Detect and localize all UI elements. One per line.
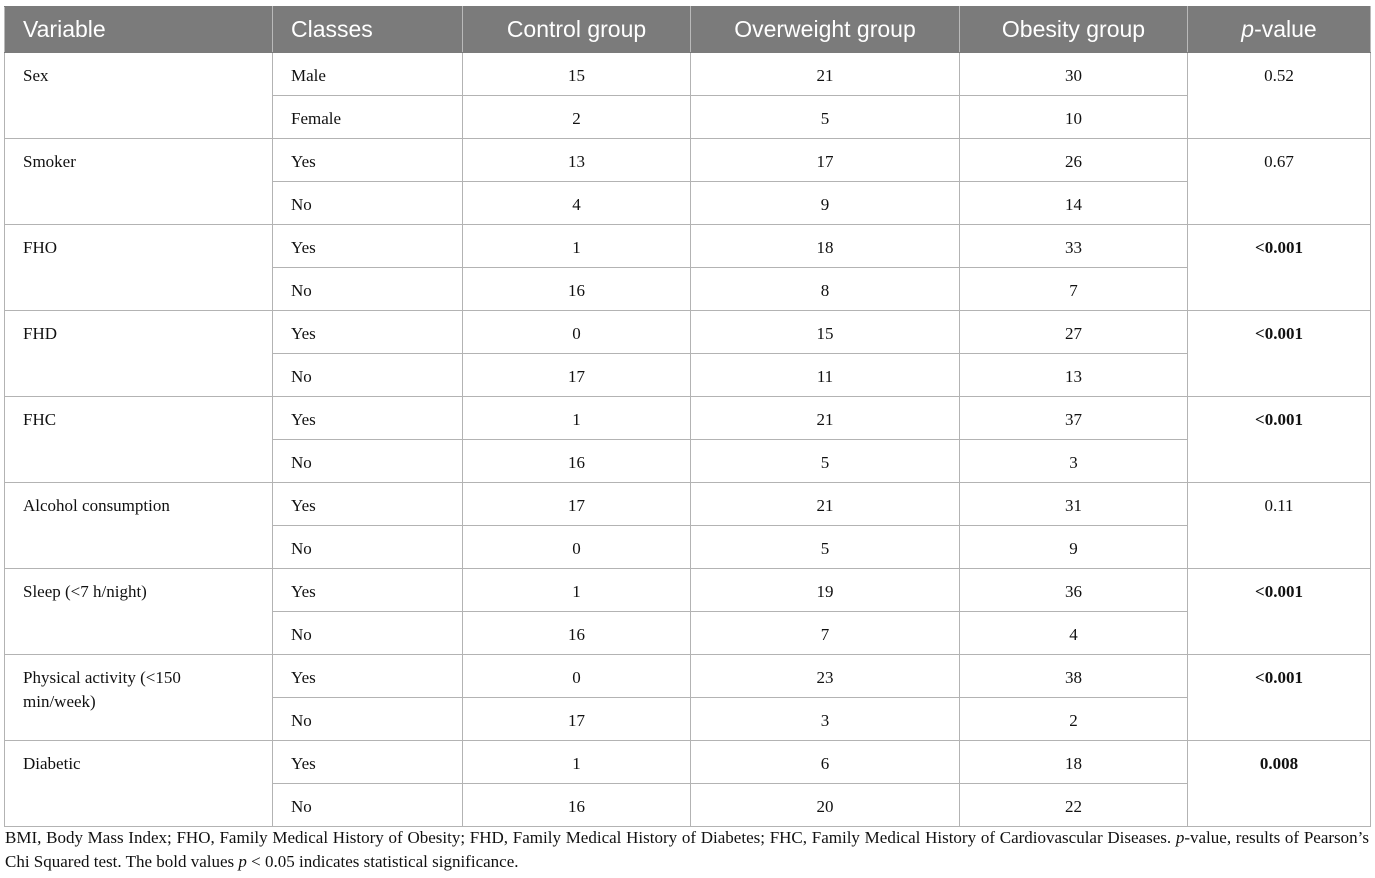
control-group-cell: 17 xyxy=(463,354,691,397)
obesity-group-cell: 2 xyxy=(960,698,1188,741)
overweight-group-cell: 5 xyxy=(691,440,960,483)
class-cell: No xyxy=(273,268,463,311)
table-row xyxy=(5,225,1371,268)
control-group-cell: 0 xyxy=(463,311,691,354)
footnote-abbreviations: BMI, Body Mass Index; FHO, Family Medical History of Obesity; FHD, Family Medical History of Diabetes; FHC, Family Medical History of Cardiovascular Diseases. xyxy=(5,828,1176,847)
control-group-cell: 15 xyxy=(463,53,691,96)
obesity-group-cell: 9 xyxy=(960,526,1188,569)
obesity-group-cell: 33 xyxy=(960,225,1188,268)
variable-cell: Smoker xyxy=(5,139,273,225)
variable-cell: Sex xyxy=(5,53,273,139)
header-overweight-group: Overweight group xyxy=(691,7,960,53)
table-row xyxy=(5,655,1371,698)
variable-cell: FHO xyxy=(5,225,273,311)
obesity-group-cell: 3 xyxy=(960,440,1188,483)
overweight-group-cell: 18 xyxy=(691,225,960,268)
table-header xyxy=(5,7,1371,53)
obesity-group-cell: 37 xyxy=(960,397,1188,440)
control-group-cell: 17 xyxy=(463,483,691,526)
obesity-group-cell: 26 xyxy=(960,139,1188,182)
variable-cell: Alcohol consumption xyxy=(5,483,273,569)
obesity-group-cell: 31 xyxy=(960,483,1188,526)
header-p-rest: -value xyxy=(1254,16,1317,42)
header-p-italic: p xyxy=(1241,16,1255,42)
overweight-group-cell: 5 xyxy=(691,96,960,139)
class-cell: No xyxy=(273,354,463,397)
table-row xyxy=(5,483,1371,526)
overweight-group-cell: 15 xyxy=(691,311,960,354)
variable-cell: FHD xyxy=(5,311,273,397)
class-cell: No xyxy=(273,612,463,655)
obesity-group-cell: 14 xyxy=(960,182,1188,225)
obesity-group-cell: 36 xyxy=(960,569,1188,612)
p-value-cell: <0.001 xyxy=(1188,225,1371,311)
header-p-value xyxy=(1188,7,1371,53)
p-value-cell: <0.001 xyxy=(1188,311,1371,397)
class-cell: Yes xyxy=(273,655,463,698)
table-row xyxy=(5,53,1371,96)
control-group-cell: 16 xyxy=(463,440,691,483)
class-cell: No xyxy=(273,182,463,225)
obesity-group-cell: 22 xyxy=(960,784,1188,827)
control-group-cell: 13 xyxy=(463,139,691,182)
data-table xyxy=(4,6,1371,827)
class-cell: No xyxy=(273,784,463,827)
obesity-group-cell: 4 xyxy=(960,612,1188,655)
header-obesity-group: Obesity group xyxy=(960,7,1188,53)
obesity-group-cell: 10 xyxy=(960,96,1188,139)
control-group-cell: 0 xyxy=(463,526,691,569)
class-cell: Yes xyxy=(273,225,463,268)
control-group-cell: 16 xyxy=(463,784,691,827)
table-row xyxy=(5,311,1371,354)
overweight-group-cell: 5 xyxy=(691,526,960,569)
table-body xyxy=(5,53,1371,827)
variable-cell: Diabetic xyxy=(5,741,273,827)
p-value-cell: 0.67 xyxy=(1188,139,1371,225)
table-row xyxy=(5,741,1371,784)
obesity-group-cell: 30 xyxy=(960,53,1188,96)
class-cell: No xyxy=(273,698,463,741)
overweight-group-cell: 19 xyxy=(691,569,960,612)
control-group-cell: 17 xyxy=(463,698,691,741)
table-row xyxy=(5,139,1371,182)
table-row xyxy=(5,569,1371,612)
header-row xyxy=(5,7,1371,53)
header-variable: Variable xyxy=(5,7,273,53)
variable-cell: FHC xyxy=(5,397,273,483)
overweight-group-cell: 21 xyxy=(691,53,960,96)
overweight-group-cell: 3 xyxy=(691,698,960,741)
p-value-cell: 0.52 xyxy=(1188,53,1371,139)
overweight-group-cell: 9 xyxy=(691,182,960,225)
overweight-group-cell: 23 xyxy=(691,655,960,698)
control-group-cell: 1 xyxy=(463,569,691,612)
footnote-significance: < 0.05 indicates statistical significance. xyxy=(246,851,519,871)
class-cell: Female xyxy=(273,96,463,139)
class-cell: No xyxy=(273,440,463,483)
p-value-cell: <0.001 xyxy=(1188,569,1371,655)
obesity-group-cell: 13 xyxy=(960,354,1188,397)
control-group-cell: 16 xyxy=(463,612,691,655)
control-group-cell: 0 xyxy=(463,655,691,698)
overweight-group-cell: 17 xyxy=(691,139,960,182)
class-cell: Yes xyxy=(273,311,463,354)
class-cell: Yes xyxy=(273,483,463,526)
overweight-group-cell: 21 xyxy=(691,397,960,440)
footnote-test-description: -value, results of Pearson’s Chi Squared test. The bold values xyxy=(5,828,1369,871)
obesity-group-cell: 38 xyxy=(960,655,1188,698)
overweight-group-cell: 21 xyxy=(691,483,960,526)
p-value-cell: <0.001 xyxy=(1188,397,1371,483)
control-group-cell: 1 xyxy=(463,225,691,268)
footnote-p-italic: p xyxy=(1175,828,1185,847)
class-cell: Male xyxy=(273,53,463,96)
p-value-cell: 0.11 xyxy=(1188,483,1371,569)
class-cell: Yes xyxy=(273,139,463,182)
overweight-group-cell: 7 xyxy=(691,612,960,655)
overweight-group-cell: 6 xyxy=(691,741,960,784)
control-group-cell: 1 xyxy=(463,397,691,440)
overweight-group-cell: 11 xyxy=(691,354,960,397)
class-cell: Yes xyxy=(273,569,463,612)
class-cell: Yes xyxy=(273,741,463,784)
control-group-cell: 1 xyxy=(463,741,691,784)
obesity-group-cell: 18 xyxy=(960,741,1188,784)
variable-cell: Physical activity (<150 min/week) xyxy=(5,655,273,741)
table-footnote xyxy=(5,826,1369,873)
overweight-group-cell: 20 xyxy=(691,784,960,827)
class-cell: No xyxy=(273,526,463,569)
overweight-group-cell: 8 xyxy=(691,268,960,311)
control-group-cell: 16 xyxy=(463,268,691,311)
header-control-group: Control group xyxy=(463,7,691,53)
footnote-p-italic-2: p xyxy=(238,851,247,871)
header-classes: Classes xyxy=(273,7,463,53)
table-row xyxy=(5,397,1371,440)
p-value-cell: <0.001 xyxy=(1188,655,1371,741)
control-group-cell: 4 xyxy=(463,182,691,225)
class-cell: Yes xyxy=(273,397,463,440)
obesity-group-cell: 27 xyxy=(960,311,1188,354)
obesity-group-cell: 7 xyxy=(960,268,1188,311)
variable-cell: Sleep (<7 h/night) xyxy=(5,569,273,655)
p-value-cell: 0.008 xyxy=(1188,741,1371,827)
control-group-cell: 2 xyxy=(463,96,691,139)
